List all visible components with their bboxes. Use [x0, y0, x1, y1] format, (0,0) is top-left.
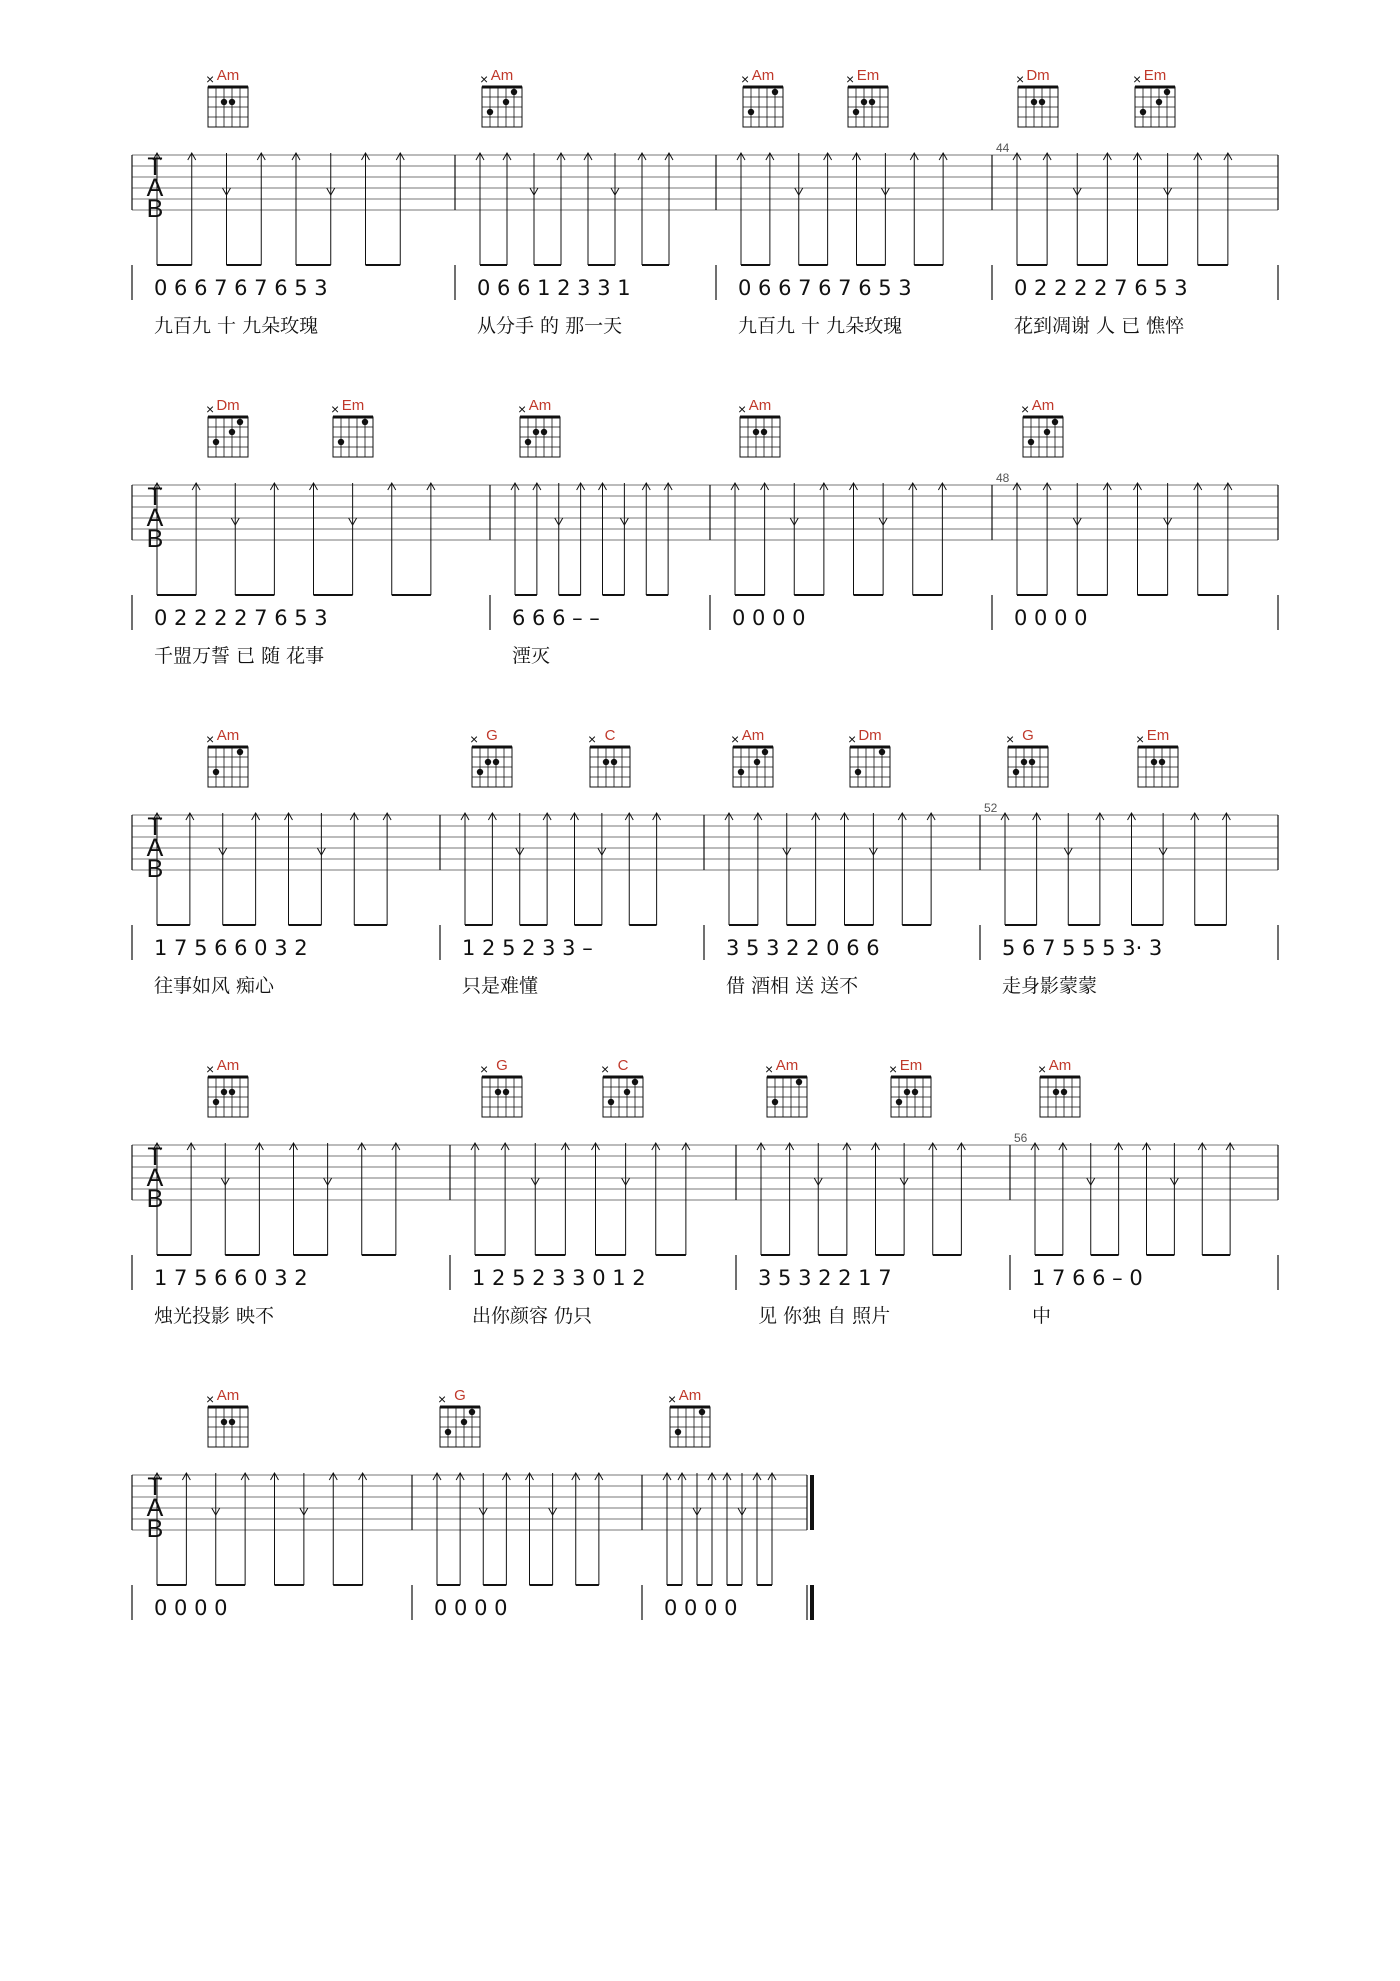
tab-clef-letter: T	[147, 153, 163, 181]
chord-name: Dm	[858, 727, 882, 744]
svg-text:×: ×	[1038, 1061, 1047, 1077]
chord-name: C	[604, 727, 616, 744]
svg-text:×: ×	[206, 1061, 215, 1077]
bar-number: 52	[984, 801, 998, 815]
system-row	[132, 397, 1278, 667]
lyric-line: 中	[1032, 1305, 1052, 1327]
svg-text:×: ×	[668, 1391, 677, 1407]
lyric-line: 走身影蒙蒙	[1002, 975, 1098, 997]
svg-text:×: ×	[848, 731, 857, 747]
jianpu-notation: 0 6 6 7 6 7 6 5 3	[154, 276, 328, 300]
chord-name: Em	[341, 397, 365, 414]
svg-text:×: ×	[765, 1061, 774, 1077]
chord-name: Em	[899, 1057, 923, 1074]
svg-text:×: ×	[470, 731, 479, 747]
chord-name: Am	[216, 1057, 240, 1074]
svg-text:×: ×	[480, 71, 489, 87]
jianpu-notation: 3 5 3 2 2 1 7	[758, 1266, 892, 1290]
lyric-line: 往事如风 痴心	[154, 975, 275, 997]
lyric-line: 烛光投影 映不	[154, 1305, 275, 1327]
tab-clef-letter: A	[146, 1164, 164, 1192]
chord-name: Am	[741, 727, 765, 744]
lyric-line: 九百九 十 九朵玫瑰	[154, 315, 319, 337]
system-row	[132, 1057, 1278, 1327]
jianpu-notation: 0 2 2 2 2 7 6 5 3	[154, 606, 328, 630]
jianpu-notation: 0 0 0 0	[434, 1596, 508, 1620]
tab-clef-letter: A	[146, 504, 164, 532]
tab-clef-letter: A	[146, 174, 164, 202]
svg-text:×: ×	[601, 1061, 610, 1077]
lyric-line: 九百九 十 九朵玫瑰	[738, 315, 903, 337]
lyric-line: 从分手 的 那一天	[477, 315, 623, 337]
svg-text:×: ×	[1021, 401, 1030, 417]
system-row	[132, 727, 1278, 997]
chord-name: C	[617, 1057, 629, 1074]
tab-clef-letter: T	[147, 1143, 163, 1171]
svg-text:×: ×	[331, 401, 340, 417]
systems	[132, 67, 1278, 1620]
jianpu-notation: 0 0 0 0	[1014, 606, 1088, 630]
lyric-line: 只是难懂	[462, 975, 539, 997]
svg-text:×: ×	[846, 71, 855, 87]
chord-name: Em	[1143, 67, 1167, 84]
jianpu-notation: 3 5 3 2 2 0 6 6	[726, 936, 880, 960]
chord-name: Am	[528, 397, 552, 414]
chord-name: G	[1022, 727, 1034, 744]
svg-text:×: ×	[206, 401, 215, 417]
jianpu-notation: 1 2 5 2 3 3 0 1 2	[472, 1266, 646, 1290]
chord-name: Am	[216, 67, 240, 84]
jianpu-notation: 1 7 6 6 – 0	[1032, 1266, 1143, 1290]
bar-number: 44	[996, 141, 1010, 155]
chord-name: Dm	[216, 397, 240, 414]
jianpu-notation: 0 6 6 1 2 3 3 1	[477, 276, 631, 300]
jianpu-notation: 1 7 5 6 6 0 3 2	[154, 1266, 308, 1290]
tab-clef-letter: T	[147, 813, 163, 841]
svg-text:×: ×	[206, 1391, 215, 1407]
svg-text:×: ×	[889, 1061, 898, 1077]
svg-text:×: ×	[1006, 731, 1015, 747]
lyric-line: 出你颜容 仍只	[472, 1305, 593, 1327]
chord-name: G	[486, 727, 498, 744]
chord-name: Am	[216, 727, 240, 744]
chord-name: Am	[748, 397, 772, 414]
tab-clef-letter: T	[147, 1473, 163, 1501]
chord-name: Am	[216, 1387, 240, 1404]
jianpu-notation: 6 6 6 – –	[512, 606, 600, 630]
chord-name: Am	[1048, 1057, 1072, 1074]
svg-text:×: ×	[1133, 71, 1142, 87]
lyric-line: 花到凋谢 人 已 憔悴	[1014, 315, 1185, 337]
bar-number: 48	[996, 471, 1010, 485]
tab-clef-letter: B	[146, 1515, 164, 1543]
jianpu-notation: 0 0 0 0	[154, 1596, 228, 1620]
jianpu-notation: 0 0 0 0	[664, 1596, 738, 1620]
chord-name: Am	[490, 67, 514, 84]
lyric-line: 千盟万誓 已 随 花事	[154, 645, 325, 667]
svg-text:×: ×	[738, 401, 747, 417]
bar-number: 56	[1014, 1131, 1028, 1145]
svg-text:×: ×	[1136, 731, 1145, 747]
svg-text:×: ×	[206, 71, 215, 87]
chord-name: Em	[856, 67, 880, 84]
chord-name: Em	[1146, 727, 1170, 744]
svg-text:×: ×	[438, 1391, 447, 1407]
tab-clef-letter: T	[147, 483, 163, 511]
chord-name: Am	[678, 1387, 702, 1404]
tab-clef-letter: B	[146, 1185, 164, 1213]
svg-text:×: ×	[588, 731, 597, 747]
svg-text:×: ×	[480, 1061, 489, 1077]
chord-name: Am	[775, 1057, 799, 1074]
chord-name: G	[454, 1387, 466, 1404]
jianpu-notation: 1 7 5 6 6 0 3 2	[154, 936, 308, 960]
svg-text:×: ×	[518, 401, 527, 417]
tab-clef-letter: A	[146, 834, 164, 862]
chord-name: G	[496, 1057, 508, 1074]
tab-clef-letter: B	[146, 525, 164, 553]
chord-name: Am	[751, 67, 775, 84]
jianpu-notation: 5 6 7 5 5 5 3· 3	[1002, 936, 1163, 960]
lyric-line: 见 你独 自 照片	[758, 1305, 891, 1327]
lyric-line: 湮灭	[512, 645, 551, 667]
jianpu-notation: 1 2 5 2 3 3 –	[462, 936, 593, 960]
lyric-line: 借 酒相 送 送不	[726, 975, 859, 997]
chord-name: Dm	[1026, 67, 1050, 84]
jianpu-notation: 0 6 6 7 6 7 6 5 3	[738, 276, 912, 300]
system-row	[132, 67, 1278, 337]
tab-clef-letter: A	[146, 1494, 164, 1522]
tab-clef-letter: B	[146, 195, 164, 223]
svg-text:×: ×	[741, 71, 750, 87]
chord-name: Am	[1031, 397, 1055, 414]
svg-text:×: ×	[206, 731, 215, 747]
svg-text:×: ×	[731, 731, 740, 747]
jianpu-notation: 0 0 0 0	[732, 606, 806, 630]
jianpu-notation: 0 2 2 2 2 7 6 5 3	[1014, 276, 1188, 300]
svg-text:×: ×	[1016, 71, 1025, 87]
tab-clef-letter: B	[146, 855, 164, 883]
